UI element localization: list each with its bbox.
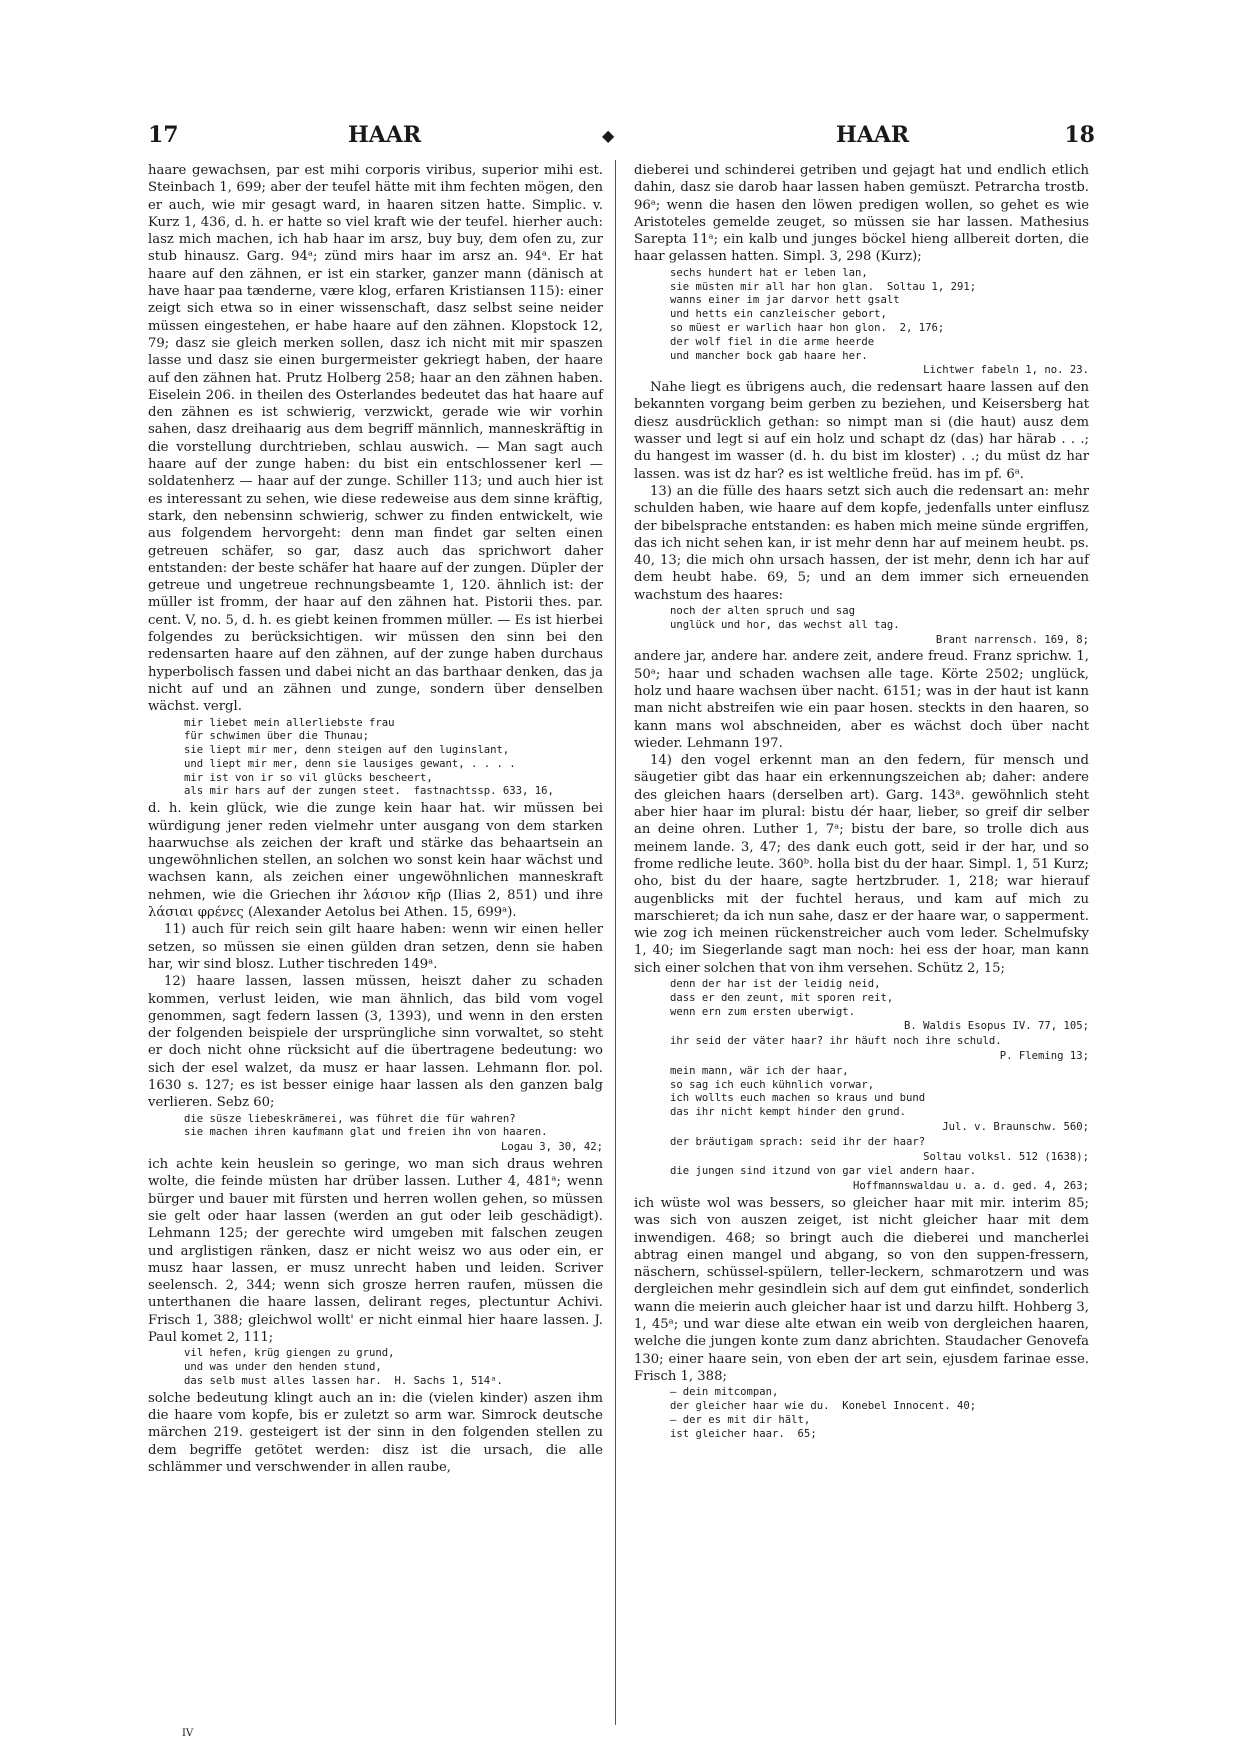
verse-source: Soltau volksl. 512 (1638); [923, 1150, 1089, 1163]
verse-line: die süsze liebeskrämerei, was führet die für wahren? [184, 1112, 516, 1125]
verse-quote [670, 978, 1089, 1019]
verse-line: der bräutigam sprach: seid ihr der haar? [670, 1135, 926, 1148]
verse-line: sie liept mir mer, denn steigen auf den luginslant, [184, 744, 510, 757]
column-divider [615, 160, 616, 1725]
verse-line: für schwimen über die Thunau; [184, 730, 369, 743]
verse-line: ist gleicher haar. 65; [670, 1427, 817, 1440]
verse-quote [670, 1065, 1089, 1120]
paragraph: ich wüste wol was bessers, so gleicher haar mit mir. interim 85; was sich von auszen zeiget, ist nicht gleicher haar mit dem inwendigen. 468; so bringt auch die dieberei und mancherlei abtrag einen mangel und abgang, so von den suppen-fressern, näschern, schüssel-spülern, teller-leckern, schmarotzern und was dergleichen mehr gesindlein sich auf dem gut einfindet, sonderlich wann die meierin auch gleicher haar ist und darzu hilft. Hohberg 3, 1, 45ᵃ; und war diese alte etwan ein weib von dergleichen haaren, welche die jungen konte zum danz abrichten. Staudacher Genovefa 130; einer haare sein, von eben der art sein, ejusdem farinae esse. Frisch 1, 388; [634, 1196, 1089, 1384]
paragraph: Nahe liegt es übrigens auch, die redensart haare lassen auf den bekannten vorgang beim gerben zu beziehen, und Keisersberg hat diesz ausdrücklich gethan: so nimpt man si (die haut) ausz dem wasser und legt si auf ein holz und schapt dz (das) har härab . . .; du hangest im wasser (d. h. du bist im kloster) . .; du müst dz har lassen. was ist dz har? es ist weltliche freüd. has im pf. 6ᵃ. [634, 380, 1089, 482]
page-header [148, 122, 1095, 152]
verse-line: — dein mitcompan, [670, 1386, 779, 1399]
paragraph: 11) auch für reich sein gilt haare haben: wenn wir einen heller setzen, so müssen sie einen gülden dran setzen, denn sie haben har, wir sind blosz. Luther tischreden 149ᵃ. [148, 922, 603, 972]
verse-source: Logau 3, 30, 42; [500, 1141, 603, 1154]
verse-line: ihr seid der väter haar? ihr häuft noch ihre schuld. [670, 1035, 1002, 1048]
verse-line: sie müsten mir all har hon glan. Soltau 1, 291; [670, 280, 977, 293]
verse-quote [670, 1386, 1089, 1441]
headword-right: HAAR [836, 122, 910, 148]
verse-line: mein mann, wär ich der haar, [670, 1064, 849, 1077]
verse-line: dass er den zeunt, mit sporen reit, [670, 991, 894, 1004]
verse-source: Hoffmannswaldau u. a. d. ged. 4, 263; [853, 1180, 1089, 1193]
signature-mark: IV [182, 1728, 194, 1739]
verse-source: Brant narrensch. 169, 8; [935, 633, 1089, 646]
verse-source: Lichtwer fabeln 1, no. 23. [923, 364, 1089, 377]
paragraph: haare gewachsen, par est mihi corporis viribus, superior mihi est. Steinbach 1, 699; aber der teufel hätte mit ihm fechten mögen, den er auch, wie mir gesagt ward, in haaren sitzen hatte. Simplic. v. Kurz 1, 436, d. h. er hatte so viel kraft wie der teufel. hierher auch: lasz mich machen, ich hab haar im arsz, buy buy, dem ofen zu, zur stub hinausz. Garg. 94ᵃ; zünd mirs haar im arsz an. 94ᵃ. Er hat haare auf den zähnen, er ist ein starker, ganzer mann (dänisch at have haar paa tænderne, være klog, erfaren Kristiansen 115): einer zeigt sich etwa so in einer wissenschaft, dasz selbst seine neider müssen eingestehen, er habe haare auf den zähnen. Klopstock 12, 79; dasz sie gleich merken sollen, dasz ich nicht mit mir spaszen lasse und dasz sie einen burgermeister gekriegt haben, der haare auf den zähnen hat. Prutz Holberg 258; haar an den zähnen haben. Eiselein 206. in theilen des Osterlandes bedeutet das hat haare auf den zähnen es ist schwierig, verzwickt, gerade wie wir vorhin sahen, dasz dreihaarig aus dem begriff männlich, manneskräftig in die vorstellung durchtrieben, schlau auswich. — Man sagt auch haare auf der zunge haben: du bist ein entschlossener kerl — soldatenherz — haar auf der zunge. Schiller 113; und auch hier ist es interessant zu sehen, wie diese redeweise aus dem sinne kräftig, stark, den nebensinn schwierig, schwer zu finden entwickelt, wie aus folgendem hervorgeht: denn man findet gar selten einen getreuen schäfer, so gar, dasz auch das sprichwort daher entstanden: der beste schäfer hat haare auf der zungen. Düpler der getreue und ungetreue rechnungsbeamte 1, 120. ähnlich ist: der müller ist fromm, der haar auf den zähnen hat. Pistorii thes. par. cent. V, no. 5, d. h. es giebt keinen frommen müller. — Es ist hierbei folgendes zu berücksichtigen. wir müssen den sinn bei den redensarten haare auf den zähnen, auf der zunge haben durchaus hyperbolisch fassen und dabei nicht an das barthaar denken, das ja nicht auf und an zähnen und zunge, sondern über denselben wächst. vergl. [148, 163, 604, 715]
paragraph: d. h. kein glück, wie die zunge kein haar hat. wir müssen bei würdigung jener reden vielmehr unter ausgang von dem starken haarwuchse als zeichen der kraft und stärke das behaartsein an ungewöhnlichen stellen, an solchen wo sonst kein haar wächst und wachsen kann, als zeichen einer ungewöhnlichen manneskraft nehmen, wie die Griechen ihr λάσιον κῆρ (Ilias 2, 851) und ihre λάσιαι φρένες (Alexander Aetolus bei Athen. 15, 699ᵃ). [148, 801, 603, 921]
verse-line: so müest er warlich haar hon glon. 2, 176; [670, 321, 945, 334]
verse-line: wenn ern zum ersten uberwigt. [670, 1005, 855, 1018]
verse-line: mir ist von ir so vil glücks bescheert, [184, 771, 433, 784]
page-number-left: 17 [148, 122, 179, 148]
verse-line: vil hefen, krüg giengen zu grund, [184, 1347, 395, 1360]
verse-quote [670, 1136, 1089, 1150]
paragraph: solche bedeutung klingt auch an in: die (vielen kinder) aszen ihm die haare vom kopfe, bis er zuletzt so arm war. Simrock deutsche märchen 219. gesteigert ist der sinn in den folgenden stellen zu dem begriffe getötet werden: disz ist die ursach, die alle schlämmer und verschwender in allen raube, [148, 1390, 603, 1475]
verse-line: — der es mit dir hält, [670, 1413, 811, 1426]
verse-quote [670, 605, 1089, 633]
verse-quote [184, 1113, 603, 1141]
verse-line: und mancher bock gab haare her. [670, 349, 868, 362]
left-column [148, 162, 603, 1476]
verse-source: Jul. v. Braunschw. 560; [942, 1121, 1089, 1134]
verse-line: der wolf fiel in die arme heerde [670, 335, 875, 348]
verse-quote [670, 1035, 1089, 1049]
verse-line: als mir hars auf der zungen steet. fastnachtssp. 633, 16, [184, 785, 554, 798]
paragraph: ich achte kein heuslein so geringe, wo man sich draus wehren wolte, die feinde müsten har drüber lassen. Luther 4, 481ᵃ; wenn bürger und bauer mit fürsten und herren wollen gehen, so müssen sie gelt oder haar lassen (werden an gut oder leib geschädigt). Lehmann 125; der gerechte wird umgeben mit falschen zeugen und arglistigen ränken, dasz er nicht weisz wo aus oder ein, er musz haar lassen, er musz unrecht haben und leiden. Scriver seelensch. 2, 344; wenn sich grosze herren raufen, müssen die unterthanen die haare lassen, delirant reges, plectuntur Achivi. Frisch 1, 388; gleichwol wollt' er nicht einmal hier haare lassen. J. Paul komet 2, 111; [148, 1157, 603, 1345]
verse-quote [184, 1347, 603, 1388]
verse-line: sie machen ihren kaufmann glat und freien ihn von haaren. [184, 1126, 548, 1139]
verse-line: die jungen sind itzund von gar viel andern haar. [670, 1165, 977, 1178]
paragraph: 12) haare lassen, lassen müssen, heiszt daher zu schaden kommen, verlust leiden, wie man ähnlich, das bild vom vogel genommen, sagt federn lassen (3, 1393), und wenn in den ersten der folgenden beispiele der ursprüngliche sinn vorwaltet, so steht er doch nicht ohne rücksicht auf die übertragene bedeutung: wo sich der esel walzet, da musz er haar lassen. Lehmann flor. pol. 1630 s. 127; es ist besser einige haar lassen als den ganzen balg verlieren. Sebz 60; [148, 974, 603, 1111]
paragraph: dieberei und schinderei getriben und gejagt hat und endlich etlich dahin, dasz sie darob haar lassen haben gemüszt. Petrarcha trostb. 96ᵃ; wenn die hasen den löwen predigen wollen, so gehet es wie Aristoteles gemelde zeuget, so müssen sie har lassen. Mathesius Sarepta 11ᵃ; ein kalb und junges böckel hieng allbereit dorten, die haar gelassen hatten. Simpl. 3, 298 (Kurz); [634, 163, 1089, 265]
verse-line: unglück und hor, das wechst all tag. [670, 618, 900, 631]
header-ornament: ◆ [602, 126, 615, 145]
verse-line: noch der alten spruch und sag [670, 605, 855, 618]
page-number-right: 18 [1064, 122, 1095, 148]
verse-quote [670, 1165, 1089, 1179]
verse-source: P. Fleming 13; [999, 1050, 1089, 1063]
paragraph: andere jar, andere har. andere zeit, andere freud. Franz sprichw. 1, 50ᵃ; haar und schaden wachsen alle tage. Körte 2502; unglück, holz und haare wachsen über nacht. 6151; was in der haut ist kann man nicht abstreifen wie ein paar hosen. steckts in den haaren, so kann mans wol abschneiden, aber es wächst doch über nacht wieder. Lehmann 197. [634, 649, 1089, 751]
verse-source: B. Waldis Esopus IV. 77, 105; [904, 1020, 1089, 1033]
verse-quote [184, 717, 603, 800]
verse-line: wanns einer im jar darvor hett gsalt [670, 294, 900, 307]
verse-line: der gleicher haar wie du. Konebel Innocent. 40; [670, 1400, 977, 1413]
verse-line: ich wollts euch machen so kraus und bund [670, 1092, 926, 1105]
paragraph: 13) an die fülle des haars setzt sich auch die redensart an: mehr schulden haben, wie haare auf dem kopfe, jedenfalls unter einflusz der bibelsprache entstanden: es haben mich meine sünde ergriffen, das ich nicht sehen kan, ir ist mehr denn har auf meinem heubt. ps. 40, 13; die mich ohn ursach hassen, der ist mehr, denn ich har auf dem heubt habe. 69, 5; und an dem immer sich erneuenden wachstum des haares: [634, 483, 1089, 603]
verse-line: mir liebet mein allerliebste frau [184, 716, 395, 729]
verse-line: und was under den henden stund, [184, 1361, 382, 1374]
verse-line: das ihr nicht kempt hinder den grund. [670, 1106, 906, 1119]
verse-line: und liept mir mer, denn sie lausiges gewant, . . . . [184, 757, 516, 770]
verse-line: so sag ich euch kühnlich vorwar, [670, 1078, 875, 1091]
verse-line: denn der har ist der leidig neid, [670, 978, 881, 991]
verse-line: und hetts ein canzleischer gebort, [670, 308, 887, 321]
right-column [634, 162, 1089, 1442]
headword-left: HAAR [348, 122, 422, 148]
verse-line: sechs hundert hat er leben lan, [670, 266, 868, 279]
verse-quote [670, 267, 1089, 364]
paragraph: 14) den vogel erkennt man an den federn, für mensch und säugetier gibt das haar ein erkennungszeichen ab; daher: andere des gleichen haars (derselben art). Garg. 143ᵃ. gewöhnlich steht aber hier haar im plural: bistu dér haar, lieber, so greif dir selber an deine ohren. Luther 1, 7ᵃ; bistu der bare, so trolle dich aus meinem lande. 3, 47; des dank euch gott, seid ir der har, und so frome redliche leute. 360ᵇ. holla bist du der haar. Simpl. 1, 51 Kurz; oho, bist du der haare, sagte hertzbruder. 1, 218; war hierauf augenblicks mit der fuchtel heraus, und kam auf mich zu marschieret; da ich nun sahe, dasz er der haare war, o sapperment. wie zog ich meinen rückenstreicher auch vom leder. Schelmufsky 1, 40; im Siegerlande sagt man noch: hei ess der hoar, man kann sich einer solchen that von ihm versehen. Schütz 2, 15; [634, 753, 1089, 976]
verse-line: das selb must alles lassen har. H. Sachs 1, 514ᵃ. [184, 1374, 503, 1387]
